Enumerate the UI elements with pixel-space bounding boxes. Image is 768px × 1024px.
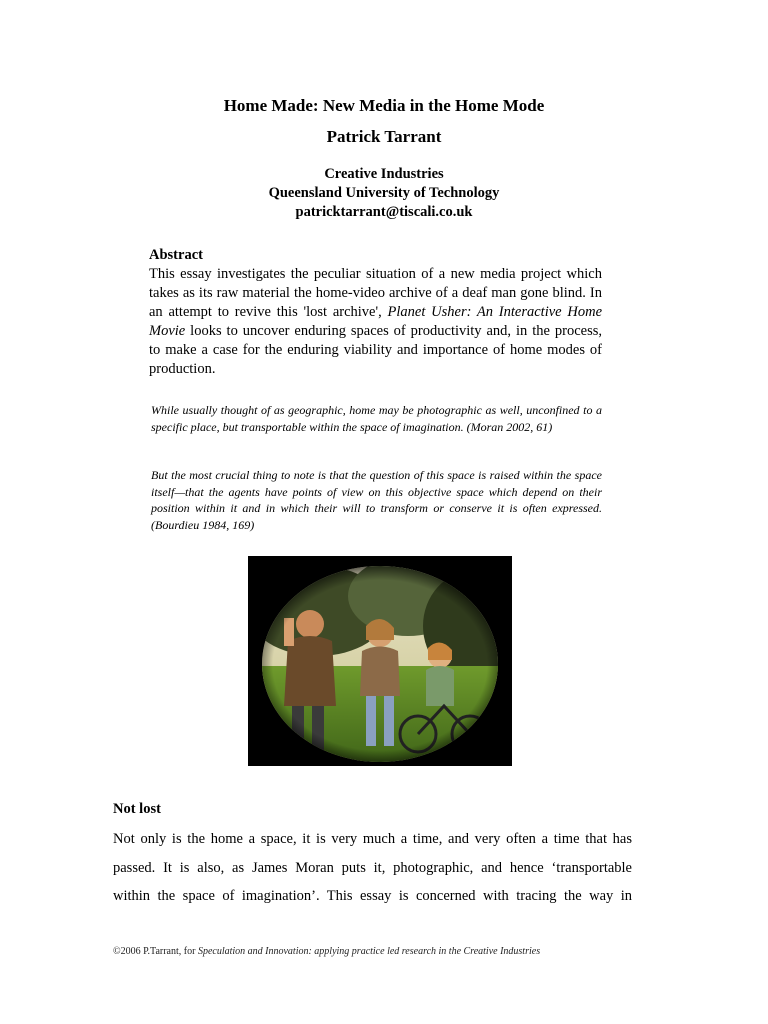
epigraph-quote-moran: While usually thought of as geographic, home may be photographic as well, unconfined to a specific place, but transportable within the space of imagination. (Moran 2002, 61) [151, 403, 602, 434]
photo-illustration [248, 556, 512, 766]
epigraph-quote-bourdieu: But the most crucial thing to note is that the question of this space is raised within the space itself—that the agents have points of view on this objective space which depend on their position within it and in which their will to transform or conserve it is often expressed. (Bourdieu 1984, 169) [151, 468, 602, 532]
body-line-3: within the space of imagination’. This essay is concerned with tracing the way in [113, 888, 632, 904]
paper-title: Home Made: New Media in the Home Mode [223, 96, 545, 115]
footer-copyright: ©2006 P.Tarrant, for [113, 946, 198, 957]
abstract [149, 246, 602, 379]
body-line-1: Not only is the home a space, it is very much a time, and very often a time that has [113, 831, 632, 847]
affiliation-department: Creative Industries [324, 166, 444, 182]
page-footer [113, 946, 673, 957]
abstract-text-part2: looks to uncover enduring spaces of productivity and, in the process, to make a case for the enduring viability and importance of home modes of production. [149, 323, 602, 377]
author-email: patricktarrant@tiscali.co.uk [295, 204, 473, 220]
abstract-heading: Abstract [149, 247, 203, 263]
footer-publication-title: Speculation and Innovation: applying practice led research in the Creative Industries [197, 946, 541, 957]
abstract-project-title: Planet Usher: An Interactive Home Movie [149, 304, 603, 339]
body-line-2: passed. It is also, as James Moran puts it, photographic, and hence ‘transportable [113, 859, 632, 876]
abstract-text-part1: This essay investigates the peculiar situation of a new media project which takes as its raw material the home-video archive of a deaf man gone blind. In an attempt to revive this 'lost archive', [149, 266, 602, 320]
paper-author: Patrick Tarrant [326, 127, 442, 146]
abstract-body [149, 265, 602, 379]
home-video-still-photo [248, 556, 512, 766]
section-body [113, 825, 632, 911]
author-affiliation [0, 165, 768, 222]
affiliation-institution: Queensland University of Technology [268, 185, 500, 201]
section-heading: Not lost [113, 801, 161, 817]
